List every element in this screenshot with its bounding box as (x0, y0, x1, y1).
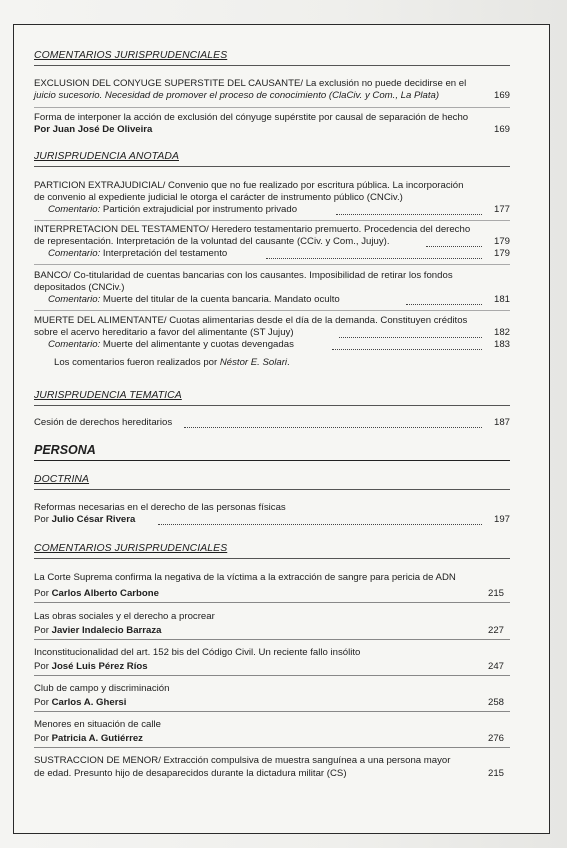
entry-divider (34, 639, 510, 640)
index-entry-club-de-campo (34, 683, 510, 709)
section-divider (34, 558, 510, 559)
leader-dots (184, 425, 482, 428)
index-entry-interpretacion-testamento (34, 224, 510, 260)
page-number: 169 (493, 124, 510, 135)
entry-divider (34, 602, 510, 603)
index-entry-cesion-derechos (34, 417, 510, 429)
section-divider (34, 65, 510, 66)
entry-author: Por Juan José De Oliveira (34, 124, 153, 135)
page-number: 197 (493, 514, 510, 525)
entry-divider (34, 747, 510, 748)
entry-title: Cesión de derechos hereditarios (34, 417, 173, 428)
section-comentarios-jurisprudenciales-2: COMENTARIOS JURISPRUDENCIALES (34, 543, 228, 554)
section-divider (34, 460, 510, 461)
entry-title: Menores en situación de calle (34, 719, 161, 730)
by-label: Por (34, 733, 52, 744)
section-jurisprudencia-anotada: JURISPRUDENCIA ANOTADA (34, 151, 179, 162)
entry-author: José Luis Pérez Ríos (51, 661, 148, 672)
comment-label: Comentario: (48, 339, 101, 350)
entry-title: Forma de interponer la acción de exclusión del cónyuge supérstite por causal de separación de hecho (34, 112, 469, 123)
comment-title: Muerte del titular de la cuenta bancaria. Mandato oculto (100, 294, 340, 305)
leader-dots (339, 335, 482, 338)
index-entry-exclusion-conyuge (34, 78, 510, 102)
page-number: 215 (487, 588, 504, 599)
section-doctrina: DOCTRINA (34, 474, 90, 485)
page-number: 276 (487, 733, 504, 744)
by-label: Por (34, 588, 52, 599)
entry-title: EXCLUSION DEL CONYUGE SUPERSTITE DEL CAUSANTE/ La exclusión no puede decidirse en el (34, 78, 467, 89)
entry-divider (34, 711, 510, 712)
entry-title: BANCO/ Co-titularidad de cuentas bancarias con los causantes. Imposibilidad de retirar los fondos (34, 270, 453, 281)
entry-divider (34, 107, 510, 108)
entry-author: Carlos A. Ghersi (51, 697, 127, 708)
entry-subtitle: de representación. Interpretación de la voluntad del causante (CCiv. y Com., Jujuy). (34, 236, 390, 247)
comment-title: Muerte del alimentante y cuotas devengadas (100, 339, 294, 350)
leader-dots (406, 302, 482, 305)
credit-author: Néstor E. Solari (219, 357, 288, 368)
page-number: 215 (487, 768, 504, 779)
page-number: 183 (493, 339, 510, 350)
index-entry-muerte-alimentante (34, 315, 510, 369)
section-divider (34, 405, 510, 406)
page-number: 187 (493, 417, 510, 428)
index-entry-reformas-necesarias (34, 502, 510, 526)
page-number: 227 (487, 625, 504, 636)
section-jurisprudencia-tematica: JURISPRUDENCIA TEMATICA (34, 390, 182, 401)
entry-title: SUSTRACCION DE MENOR/ Extracción compulsiva de muestra sanguínea a una persona mayor (34, 755, 451, 766)
comment-label: Comentario: (48, 294, 101, 305)
entry-author: Carlos Alberto Carbone (51, 588, 159, 599)
section-persona: PERSONA (34, 443, 96, 457)
by-label: Por (34, 625, 52, 636)
leader-dots (158, 522, 482, 525)
entry-author: Patricia A. Gutiérrez (51, 733, 143, 744)
entry-divider (34, 264, 510, 265)
section-comentarios-jurisprudenciales: COMENTARIOS JURISPRUDENCIALES (34, 50, 228, 61)
page-number: 247 (487, 661, 504, 672)
entry-author: Julio César Rivera (51, 514, 136, 525)
leader-dots (266, 256, 482, 259)
index-entry-menores-calle (34, 719, 510, 745)
comment-title: Partición extrajudicial por instrumento privado (100, 204, 298, 215)
page-number: 182 (493, 327, 510, 338)
leader-dots (336, 212, 482, 215)
entry-subtitle: depositados (CNCiv.) (34, 282, 125, 293)
index-entry-sustraccion-menor (34, 755, 510, 780)
index-entry-banco (34, 270, 510, 306)
entry-author: Javier Indalecio Barraza (51, 625, 162, 636)
section-divider (34, 489, 510, 490)
entry-subtitle: juicio sucesorio. Necesidad de promover el proceso de conocimiento (ClaCiv. y Com., La Plata) (34, 90, 440, 101)
index-entry-obras-sociales (34, 611, 510, 637)
comment-label: Comentario: (48, 204, 101, 215)
page-number: 179 (493, 248, 510, 259)
entry-title: PARTICION EXTRAJUDICIAL/ Convenio que no fue realizado por escritura pública. La incorporación (34, 180, 464, 191)
section-divider (34, 166, 510, 167)
by-label: Por (34, 514, 52, 525)
page-number: 258 (487, 697, 504, 708)
entry-divider (34, 220, 510, 221)
entry-title: La Corte Suprema confirma la negativa de la víctima a la extracción de sangre para pericia de ADN (34, 572, 456, 583)
entry-title: Las obras sociales y el derecho a procrear (34, 611, 215, 622)
index-entry-corte-suprema-adn (34, 572, 510, 600)
index-entry-inconstitucionalidad (34, 647, 510, 673)
entry-subtitle: de convenio al expediente judicial le otorga el carácter de instrumento público (CNCiv.) (34, 192, 403, 203)
index-entry-forma-interponer (34, 112, 510, 136)
entry-subtitle: de edad. Presunto hijo de desaparecidos durante la dictadura militar (CS) (34, 768, 347, 779)
entry-title: Reformas necesarias en el derecho de las personas físicas (34, 502, 286, 513)
credit-text: Los comentarios fueron realizados por (54, 357, 220, 368)
by-label: Por (34, 661, 52, 672)
entry-divider (34, 310, 510, 311)
entry-subtitle: sobre el acervo hereditario a favor del alimentante (ST Jujuy) (34, 327, 294, 338)
entry-divider (34, 675, 510, 676)
comment-title: Interpretación del testamento (100, 248, 228, 259)
page-number: 181 (493, 294, 510, 305)
entry-title: INTERPRETACION DEL TESTAMENTO/ Heredero testamentario premuerto. Procedencia del derecho (34, 224, 471, 235)
entry-title: Club de campo y discriminación (34, 683, 170, 694)
comment-label: Comentario: (48, 248, 101, 259)
page-number: 179 (493, 236, 510, 247)
leader-dots (332, 347, 482, 350)
index-entry-particion-extrajudicial (34, 180, 510, 216)
leader-dots (426, 244, 482, 247)
credit-period: . (287, 357, 290, 368)
page-number: 177 (493, 204, 510, 215)
index-frame (13, 24, 550, 834)
by-label: Por (34, 697, 52, 708)
entry-title: Inconstitucionalidad del art. 152 bis del Código Civil. Un reciente fallo insólito (34, 647, 361, 658)
page-number: 169 (493, 90, 510, 101)
entry-title: MUERTE DEL ALIMENTANTE/ Cuotas alimentarias desde el día de la demanda. Constituyen créditos (34, 315, 468, 326)
